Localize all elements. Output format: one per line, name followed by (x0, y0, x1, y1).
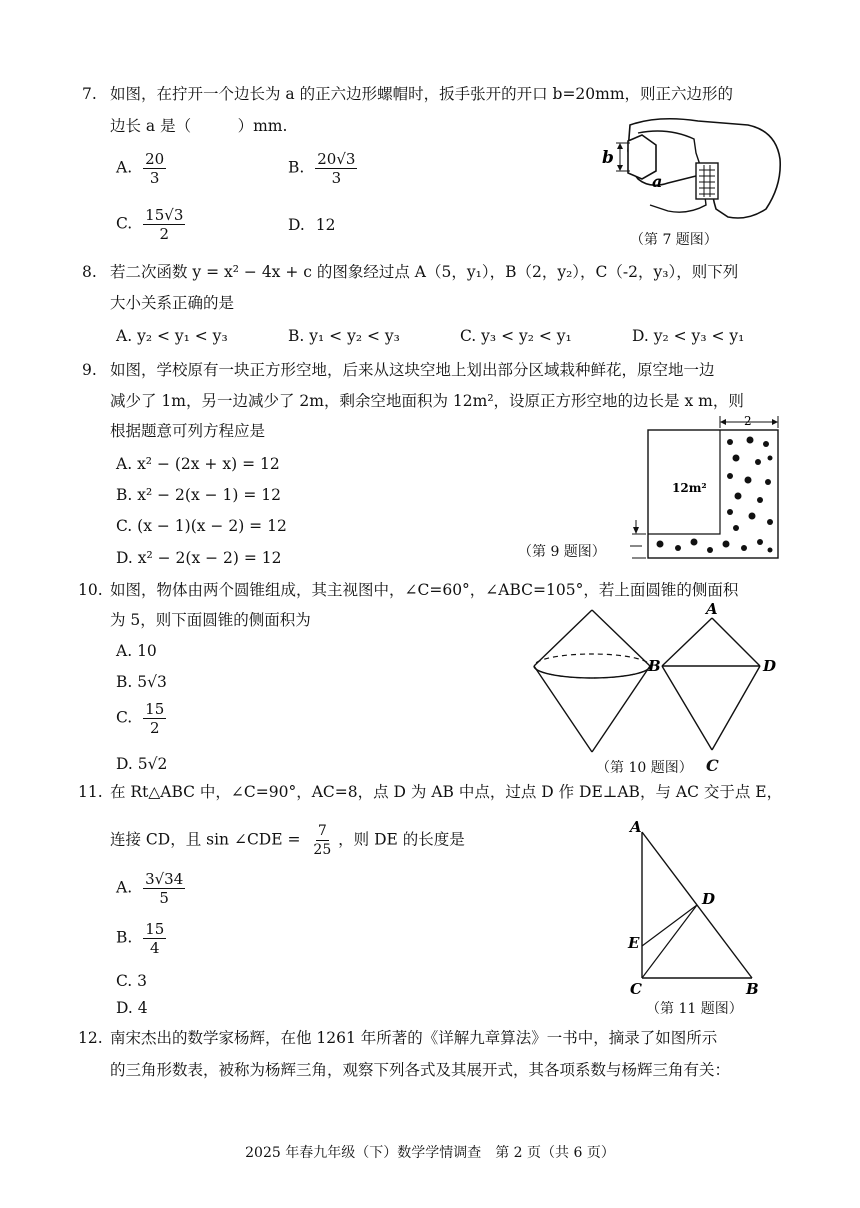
option-label: D. (116, 999, 133, 1017)
q10-option-a (116, 641, 157, 661)
fraction (143, 206, 185, 243)
q11-option-d (116, 998, 148, 1018)
q11-option-b (116, 920, 166, 957)
numerator: 7 (317, 823, 327, 839)
option-text: x² − (2x + x) = 12 (137, 455, 280, 473)
q9-number: 9. (82, 361, 97, 379)
label-E: E (628, 934, 640, 952)
q11-option-c (116, 971, 147, 991)
label-D: D (702, 890, 716, 908)
q9-option-a (116, 454, 280, 474)
option-text: 12 (315, 216, 336, 234)
q10-option-d (116, 754, 167, 774)
denominator: 4 (150, 939, 160, 957)
q10-option-c (116, 700, 166, 737)
denominator: 2 (159, 225, 170, 243)
option-text: y₂ < y₃ < y₁ (653, 327, 745, 345)
q7-option-d (288, 215, 335, 235)
option-label: B. (116, 928, 133, 947)
numerator: 15√3 (145, 206, 184, 224)
numerator: 20√3 (317, 150, 356, 168)
square-garden-figure (626, 412, 786, 562)
option-text: 10 (137, 642, 157, 660)
q11-option-a (116, 870, 185, 907)
denominator: 2 (149, 719, 160, 737)
option-text: 5√3 (137, 673, 167, 691)
option-label: B. (116, 486, 133, 504)
option-label: C. (116, 517, 133, 535)
q9-option-c (116, 516, 287, 536)
option-label: C. (460, 327, 477, 345)
option-text: x² − 2(x − 1) = 12 (137, 486, 282, 504)
q8-number: 8. (82, 263, 97, 281)
fraction (143, 870, 185, 907)
q10-number: 10. (78, 581, 103, 599)
fraction (143, 920, 166, 957)
option-text: 3 (137, 972, 148, 990)
q8-text-line2: 大小关系正确的是 (110, 294, 235, 312)
label-area: 12m² (672, 481, 707, 495)
option-label: A. (116, 878, 133, 897)
q12-text-line1: 南宋杰出的数学家杨辉，在他 1261 年所著的《详解九章算法》一书中，摘录了如图所示 (110, 1029, 718, 1047)
q11-number: 11. (78, 783, 103, 801)
double-cone-figure (526, 600, 796, 762)
q11-caption: （第 11 题图） (646, 1001, 743, 1017)
q9-option-b (116, 485, 281, 505)
option-label: C. (116, 708, 133, 727)
option-text: 5√2 (137, 755, 168, 773)
q10-option-b (116, 672, 167, 692)
label-C: C (630, 980, 642, 994)
q12-text-line2: 的三角形数表，被称为杨辉三角，观察下列各式及其展开式，其各项系数与杨辉三角有关： (110, 1061, 731, 1079)
option-label: B. (288, 158, 305, 177)
q10-text-line2: 为 5，则下面圆锥的侧面积为 (110, 611, 311, 629)
numerator: 20 (145, 150, 165, 168)
numerator: 15 (145, 920, 165, 938)
option-text: 4 (137, 999, 148, 1017)
option-text: y₂ < y₁ < y₃ (137, 327, 228, 345)
q9-caption: （第 9 题图） (518, 544, 606, 560)
option-label: D. (116, 755, 133, 773)
q11-line2-part2: ，则 DE 的长度是 (338, 830, 465, 849)
q9-text-line2: 减少了 1m，另一边减少了 2m，剩余空地面积为 12m²，设原正方形空地的边长是 x m，则 (110, 392, 744, 410)
option-label: B. (116, 673, 133, 691)
q12-number: 12. (78, 1029, 103, 1047)
q8-option-b (288, 326, 400, 346)
q9-text-line1: 如图，学校原有一块正方形空地，后来从这块空地上划出部分区域栽种鲜花，原空地一边 (110, 361, 715, 379)
label-A: A (706, 600, 718, 618)
numerator: 15 (145, 700, 165, 718)
option-label: A. (116, 158, 133, 177)
wrench-figure (598, 113, 788, 225)
option-text: (x − 1)(x − 2) = 12 (137, 517, 287, 535)
option-label: A. (116, 642, 133, 660)
option-label: C. (116, 972, 133, 990)
label-A: A (630, 818, 642, 836)
fraction (315, 150, 357, 187)
q11-line2-part1: 连接 CD，且 sin ∠CDE = (110, 830, 301, 849)
q7-option-a (116, 150, 166, 187)
option-label: C. (116, 214, 133, 233)
q8-option-c (460, 326, 572, 346)
q8-option-d (632, 326, 744, 346)
denominator: 25 (313, 842, 332, 858)
page-footer: 2025 年春九年级（下）数学学情调查 第 2 页（共 6 页） (245, 1145, 615, 1161)
fraction (311, 822, 333, 859)
option-text: y₃ < y₂ < y₁ (481, 327, 572, 345)
q7-option-c (116, 206, 185, 243)
q7-caption: （第 7 题图） (630, 232, 718, 248)
option-label: A. (116, 327, 133, 345)
numerator: 3√34 (145, 870, 184, 888)
q8-text-line1: 若二次函数 y = x² − 4x + c 的图象经过点 A（5，y₁），B（2，y₂），C（-2，y₃），则下列 (110, 263, 739, 281)
option-text: x² − 2(x − 2) = 12 (137, 549, 282, 567)
denominator: 5 (159, 889, 169, 907)
q10-label-C: C (706, 756, 719, 775)
q7-text-line2: 边长 a 是（ ）mm. (110, 117, 288, 135)
option-label: D. (116, 549, 133, 567)
q10-caption: （第 10 题图） (596, 760, 693, 776)
q8-option-a (116, 326, 228, 346)
q7-number: 7. (82, 85, 97, 103)
q11-text-line1: 在 Rt△ABC 中，∠C=90°，AC=8，点 D 为 AB 中点，过点 D 作 DE⊥AB，与 AC 交于点 E， (110, 783, 783, 801)
fraction (143, 700, 166, 737)
label-D: D (763, 657, 777, 675)
label-B: B (648, 657, 661, 675)
q9-text-line3: 根据题意可列方程应是 (110, 422, 266, 440)
denominator: 3 (331, 169, 342, 187)
label-b: b (602, 148, 614, 168)
label-B: B (746, 980, 759, 994)
option-text: y₁ < y₂ < y₃ (309, 327, 400, 345)
option-label: D. (632, 327, 649, 345)
q7-text-line1: 如图，在拧开一个边长为 a 的正六边形螺帽时，扳手张开的开口 b=20mm，则正六边形的 (110, 85, 734, 103)
q7-option-b (288, 150, 357, 187)
label-two: 2 (744, 414, 752, 428)
option-label: B. (288, 327, 305, 345)
option-label: D. (288, 216, 305, 234)
q9-option-d (116, 548, 282, 568)
q11-text-line2 (110, 822, 465, 859)
right-triangle-figure (626, 818, 766, 994)
label-a: a (652, 172, 663, 191)
option-label: A. (116, 455, 133, 473)
q10-text-line1: 如图，物体由两个圆锥组成，其主视图中，∠C=60°，∠ABC=105°，若上面圆锥的侧面积 (110, 581, 739, 599)
denominator: 3 (149, 169, 160, 187)
fraction (143, 150, 166, 187)
